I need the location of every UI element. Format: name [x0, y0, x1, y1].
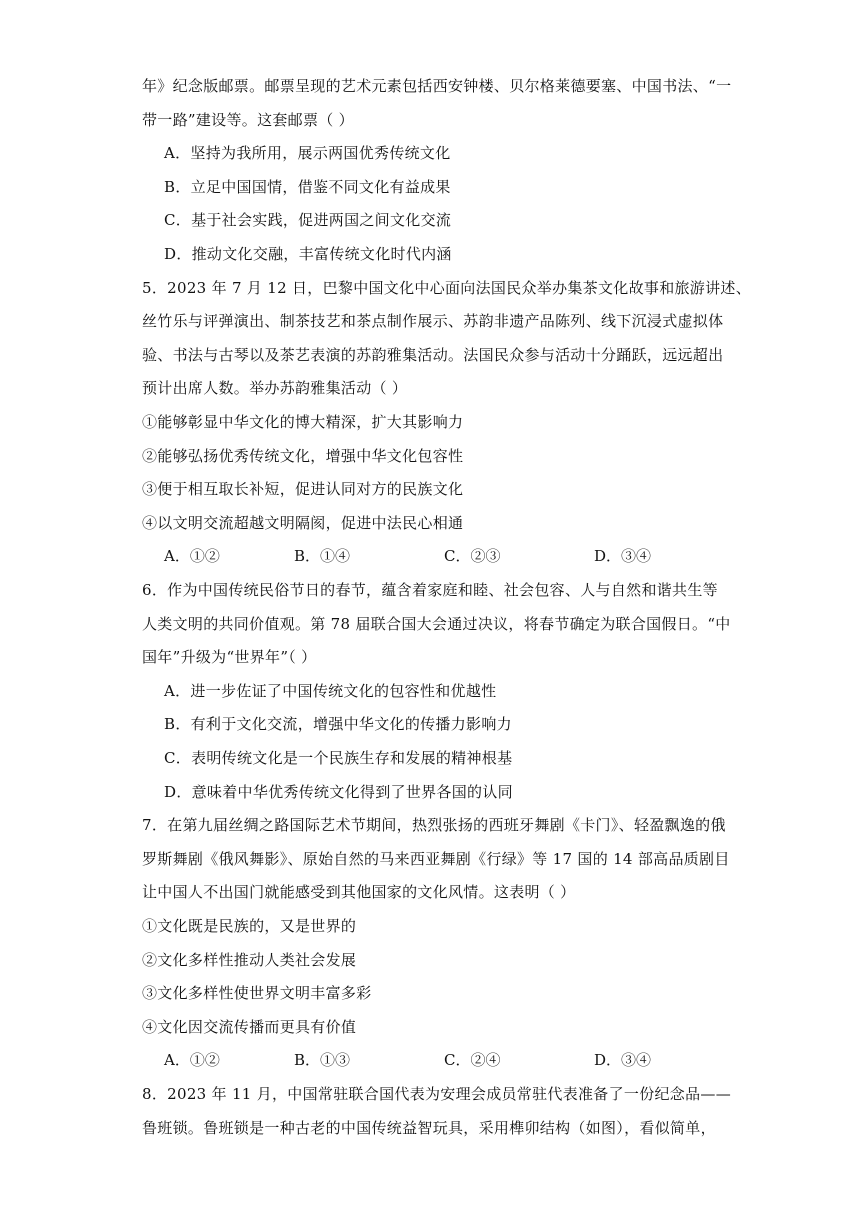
q5-choice-c: C．②③ [444, 547, 501, 565]
q5-statement: ③便于相互取长补短，促进认同对方的民族文化 [142, 480, 464, 498]
q7-choice-d: D．③④ [594, 1051, 652, 1069]
q5-line: 丝竹乐与评弹演出、制茶技艺和茶点制作展示、苏韵非遗产品陈列、线下沉浸式虚拟体 [142, 312, 724, 330]
q6-option-a: A．进一步佐证了中国传统文化的包容性和优越性 [164, 682, 497, 700]
q4-line: 带一路”建设等。这套邮票（ ） [142, 111, 354, 129]
q7-statement: ④文化因交流传播而更具有价值 [142, 1018, 357, 1036]
q4-line: 年》纪念版邮票。邮票呈现的艺术元素包括西安钟楼、贝尔格莱德要塞、中国书法、“一 [142, 77, 732, 95]
q4-option-b: B．立足中国国情，借鉴不同文化有益成果 [164, 178, 451, 196]
q5-line: 5．2023 年 7 月 12 日，巴黎中国文化中心面向法国民众举办集茶文化故事和旅游讲述、 [142, 279, 751, 297]
q5-choice-b: B．①④ [294, 547, 351, 565]
q7-line: 让中国人不出国门就能感受到其他国家的文化风情。这表明（ ） [142, 883, 576, 901]
q7-statement: ③文化多样性使世界文明丰富多彩 [142, 984, 372, 1002]
q7-line: 7．在第九届丝绸之路国际艺术节期间，热烈张扬的西班牙舞剧《卡门》、轻盈飘逸的俄 [142, 816, 726, 834]
q7-choice-a: A．①② [164, 1051, 220, 1069]
q4-option-a: A．坚持为我所用，展示两国优秀传统文化 [164, 144, 451, 162]
q5-line: 验、书法与古琴以及茶艺表演的苏韵雅集活动。法国民众参与活动十分踊跃，远远超出 [142, 346, 724, 364]
q7-choice-c: C．②④ [444, 1051, 501, 1069]
q7-choice-b: B．①③ [294, 1051, 351, 1069]
q5-statement: ①能够彰显中华文化的博大精深，扩大其影响力 [142, 413, 464, 431]
q6-option-c: C．表明传统文化是一个民族生存和发展的精神根基 [164, 749, 513, 767]
q6-line: 人类文明的共同价值观。第 78 届联合国大会通过决议，将春节确定为联合国假日。“中 [142, 615, 731, 633]
q5-choice-d: D．③④ [594, 547, 652, 565]
q5-choice-a: A．①② [164, 547, 220, 565]
q5-line: 预计出席人数。举办苏韵雅集活动（ ） [142, 379, 408, 397]
q6-line: 国年”升级为“世界年”（ ） [142, 648, 317, 666]
q8-line: 8．2023 年 11 月，中国常驻联合国代表为安理会成员常驻代表准备了一份纪念品—— [142, 1085, 732, 1103]
q6-option-b: B．有利于文化交流，增强中华文化的传播力影响力 [164, 715, 512, 733]
q6-line: 6．作为中国传统民俗节日的春节，蕴含着家庭和睦、社会包容、人与自然和谐共生等 [142, 581, 718, 599]
q7-statement: ②文化多样性推动人类社会发展 [142, 951, 357, 969]
q7-line: 罗斯舞剧《俄风舞影》、原始自然的马来西亚舞剧《行绿》等 17 国的 14 部高品质剧目 [142, 850, 730, 868]
q5-statement: ④以文明交流超越文明隔阂，促进中法民心相通 [142, 514, 464, 532]
q5-statement: ②能够弘扬优秀传统文化，增强中华文化包容性 [142, 447, 464, 465]
q4-option-d: D．推动文化交融，丰富传统文化时代内涵 [164, 245, 452, 263]
q7-statement: ①文化既是民族的，又是世界的 [142, 917, 357, 935]
q8-line: 鲁班锁。鲁班锁是一种古老的中国传统益智玩具，采用榫卯结构（如图），看似简单， [142, 1119, 716, 1137]
q6-option-d: D．意味着中华优秀传统文化得到了世界各国的认同 [164, 783, 513, 801]
q4-option-c: C．基于社会实践，促进两国之间文化交流 [164, 211, 452, 229]
